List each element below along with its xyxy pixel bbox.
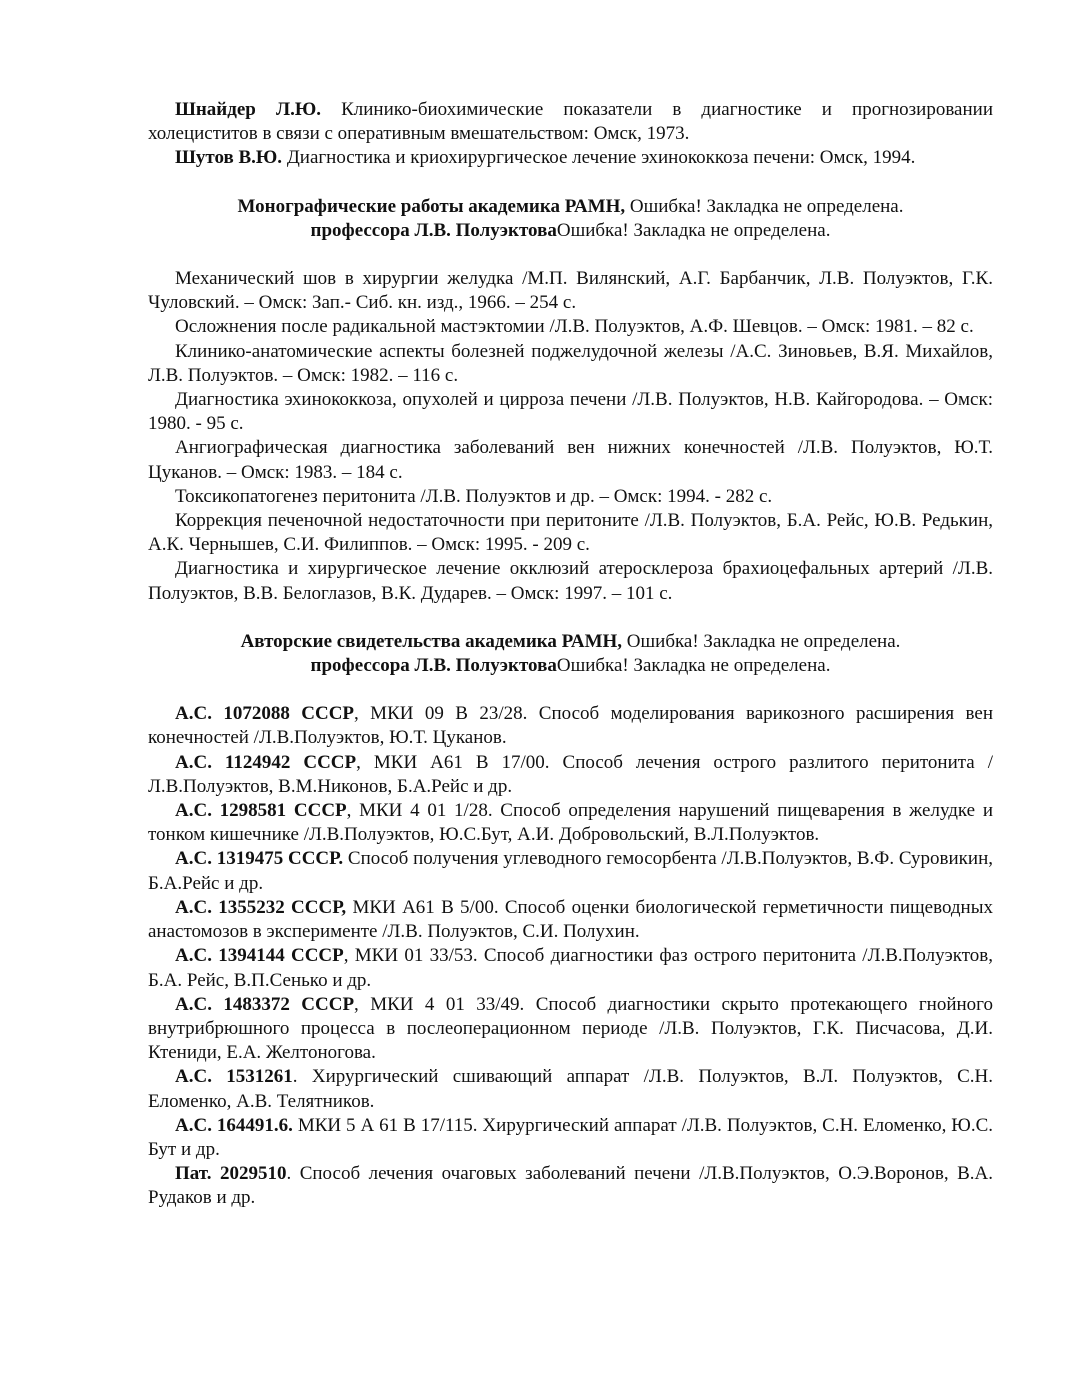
list-item: Осложнения после радикальной мастэктомии /Л.В. Полуэктов, А.Ф. Шевцов. – Омск: 1981. – 82 с. — [175, 316, 974, 338]
section-heading-line — [148, 219, 993, 243]
heading-bold-text: Авторские свидетельства академика РАМН, — [240, 630, 623, 652]
entry-author: Шнайдер Л.Ю. — [175, 99, 322, 120]
certificate-id: Пат. 2029510 — [175, 1163, 287, 1185]
list-item: Клинико-анатомические аспекты болезней поджелудочной железы /А.С. Зиновьев, В.Я. Михайлов, Л.В. Полуэктов. – Омск: 1982. – 116 с. — [148, 340, 993, 386]
list-item — [148, 1162, 993, 1210]
list-item — [148, 993, 993, 1066]
certificate-text: МКИ А61 В 5/00. Способ оценки биологической герметичности пищеводных анастомозов в эксперименте /Л.В. Полуэктов, С.И. Полухин. — [148, 896, 993, 943]
certificate-text: , МКИ 09 В 23/28. Способ моделирования варикозного расширения вен конечностей /Л.В.Полуэктов, Ю.Т. Цуканов. — [148, 703, 993, 749]
certificate-id: А.С. 1319475 СССР. — [175, 848, 344, 870]
list-item: Коррекция печеночной недостаточности при перитоните /Л.В. Полуэктов, Б.А. Рейс, Ю.В. Редькин, А.К. Чернышев, С.И. Филиппов. – Омск: 1995. - 209 с. — [148, 510, 993, 556]
certificates-heading — [148, 630, 993, 678]
list-item: Токсикопатогенез перитонита /Л.В. Полуэктов и др. – Омск: 1994. - 282 с. — [175, 485, 773, 507]
section-heading-line — [148, 195, 993, 219]
list-item: Диагностика эхинококкоза, опухолей и цирроза печени /Л.В. Полуэктов, Н.В. Кайгородова. – Омск: 1980. - 95 с. — [148, 389, 993, 435]
entry-text: Диагностика и криохирургическое лечение эхинококкоза печени: Омск, 1994. — [282, 147, 916, 169]
certificate-text: , МКИ А61 В 17/00. Способ лечения острого разлитого перитонита /Л.В.Полуэктов, В.М.Никонов, Б.А.Рейс и др. — [148, 751, 993, 797]
heading-error-text: Ошибка! Закладка не определена. — [622, 630, 901, 652]
heading-bold-text: профессора Л.В. Полуэктова — [310, 219, 557, 241]
list-item — [148, 847, 993, 895]
list-item: Ангиографическая диагностика заболеваний вен нижних конечностей /Л.В. Полуэктов, Ю.Т. Цуканов. – Омск: 1983. – 184 с. — [148, 437, 993, 483]
list-item — [148, 799, 993, 847]
certificate-text: . Хирургический сшивающий аппарат /Л.В. Полуэктов, В.Л. Полуэктов, С.Н. Еломенко, А.В. Телятников. — [148, 1066, 993, 1112]
certificate-id: А.С. 1072088 СССР — [175, 703, 355, 725]
certificate-text: , МКИ 01 33/53. Способ диагностики фаз острого перитонита /Л.В.Полуэктов, Б.А. Рейс, В.П.Сенько и др. — [148, 945, 993, 991]
list-item: Механический шов в хирургии желудка /М.П. Вилянский, А.Г. Барбанчик, Л.В. Полуэктов, Г.К. Чуловский. – Омск: Зап.- Сиб. кн. изд., 1966. – 254 с. — [148, 268, 993, 314]
heading-error-text: Ошибка! Закладка не определена. — [625, 195, 904, 217]
monographs-list — [148, 267, 993, 606]
entry-text: Клинико-биохимические показатели в диагностике и прогнозировании холециститов в связи с оперативным вмешательством: Омск, 1973. — [148, 99, 993, 145]
section-heading-line — [148, 654, 993, 678]
list-item — [148, 98, 993, 146]
list-item — [148, 896, 993, 944]
heading-error-text: Ошибка! Закладка не определена. — [556, 655, 831, 677]
list-item — [148, 944, 993, 992]
list-item — [148, 146, 993, 170]
list-item — [148, 1065, 993, 1113]
heading-error-text: Ошибка! Закладка не определена. — [556, 219, 831, 241]
certificate-id: А.С. 1124942 СССР — [175, 751, 357, 773]
list-item — [148, 751, 993, 799]
certificate-text: Способ получения углеводного гемосорбента /Л.В.Полуэктов, В.Ф. Суровикин, Б.А.Рейс и др. — [148, 848, 993, 894]
certificates-list — [148, 702, 993, 1210]
certificate-id: А.С. 1483372 СССР — [175, 993, 355, 1015]
section-heading-line — [148, 630, 993, 654]
monographs-heading — [148, 195, 993, 243]
certificate-text: . Способ лечения очаговых заболеваний печени /Л.В.Полуэктов, О.Э.Воронов, В.А. Рудаков и др. — [148, 1163, 993, 1209]
entry-author: Шутов В.Ю. — [175, 147, 283, 169]
certificate-id: А.С. 1394144 СССР — [175, 945, 344, 967]
certificate-text: , МКИ 4 01 1/28. Способ определения нарушений пищеварения в желудке и тонком кишечнике /Л.В.Полуэктов, Ю.С.Бут, А.И. Добровольский, В.Л.Полуэктов. — [148, 800, 993, 846]
certificate-id: А.С. 1355232 СССР, — [175, 896, 347, 918]
certificate-id: А.С. 164491.6. — [175, 1114, 293, 1136]
heading-bold-text: профессора Л.В. Полуэктова — [310, 655, 557, 677]
certificate-id: А.С. 1531261 — [175, 1066, 293, 1088]
list-item — [148, 702, 993, 750]
dissertation-list — [148, 98, 993, 171]
certificate-text: , МКИ 4 01 33/49. Способ диагностики скрыто протекающего гнойного внутрибрюшного процесса в послеоперационном периоде /Л.В. Полуэктов, Г.К. Писчасова, Д.И. Ктениди, Е.А. Желтоногова. — [148, 993, 993, 1064]
list-item: Диагностика и хирургическое лечение окклюзий атеросклероза брахиоцефальных артерий /Л.В. Полуэктов, В.В. Белоглазов, В.К. Дударев. – Омск: 1997. – 101 с. — [148, 558, 993, 604]
list-item — [148, 1114, 993, 1162]
heading-bold-text: Монографические работы академика РАМН, — [237, 195, 626, 217]
certificate-id: А.С. 1298581 СССР — [175, 800, 347, 822]
certificate-text: МКИ 5 А 61 В 17/115. Хирургический аппарат /Л.В. Полуэктов, С.Н. Еломенко, Ю.С. Бут и др. — [148, 1114, 993, 1160]
